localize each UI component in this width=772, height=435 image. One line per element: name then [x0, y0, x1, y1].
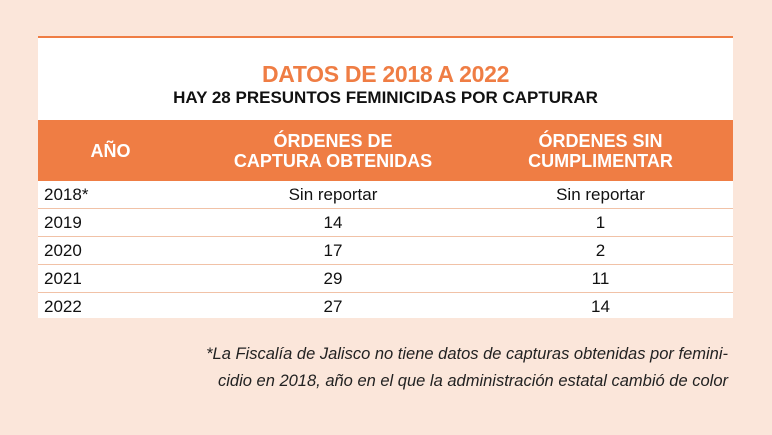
table-row: [38, 293, 733, 321]
cell-year: 2018*: [44, 185, 89, 204]
cell-pending: Sin reportar: [556, 185, 645, 204]
table-subtitle: HAY 28 PRESUNTOS FEMINICIDAS POR CAPTURAR: [173, 88, 598, 107]
cell-obtained: Sin reportar: [288, 185, 378, 204]
cell-year: 2022: [44, 297, 82, 316]
header-year: [38, 120, 183, 181]
table-title: DATOS DE 2018 A 2022: [261, 61, 510, 87]
table-header: [38, 120, 733, 181]
cell-pending: 14: [591, 297, 610, 316]
cell-obtained: 17: [323, 241, 343, 260]
header-pending: [488, 120, 713, 181]
cell-pending: 2: [595, 241, 606, 260]
table-row: [38, 209, 733, 237]
footnote-line1: *La Fiscalía de Jalisco no tiene datos de capturas obtenidas por femini-: [206, 345, 728, 363]
header-obtained-line1: ÓRDENES DE: [273, 130, 393, 151]
footnote-line2: cidio en 2018, año en el que la administración estatal cambió de color: [218, 372, 728, 390]
footnote: [40, 341, 728, 395]
cell-year: 2019: [44, 213, 82, 232]
cell-pending: 11: [591, 269, 610, 288]
cell-obtained: 29: [323, 269, 343, 288]
header-pending-line1: ÓRDENES SIN: [538, 130, 663, 151]
table-row: [38, 265, 733, 293]
cell-obtained: 27: [323, 297, 343, 316]
cell-obtained: 14: [323, 213, 343, 232]
table-row: [38, 181, 733, 209]
header-obtained-line2: CAPTURA OBTENIDAS: [233, 150, 433, 171]
table-row: [38, 237, 733, 265]
table-panel: [38, 36, 733, 318]
header-year-label: AÑO: [90, 140, 131, 161]
cell-year: 2020: [44, 241, 82, 260]
header-pending-line2: CUMPLIMENTAR: [528, 150, 673, 171]
cell-pending: 1: [595, 213, 606, 232]
cell-year: 2021: [44, 269, 82, 288]
header-obtained: [213, 120, 453, 181]
top-rule: [38, 36, 733, 38]
